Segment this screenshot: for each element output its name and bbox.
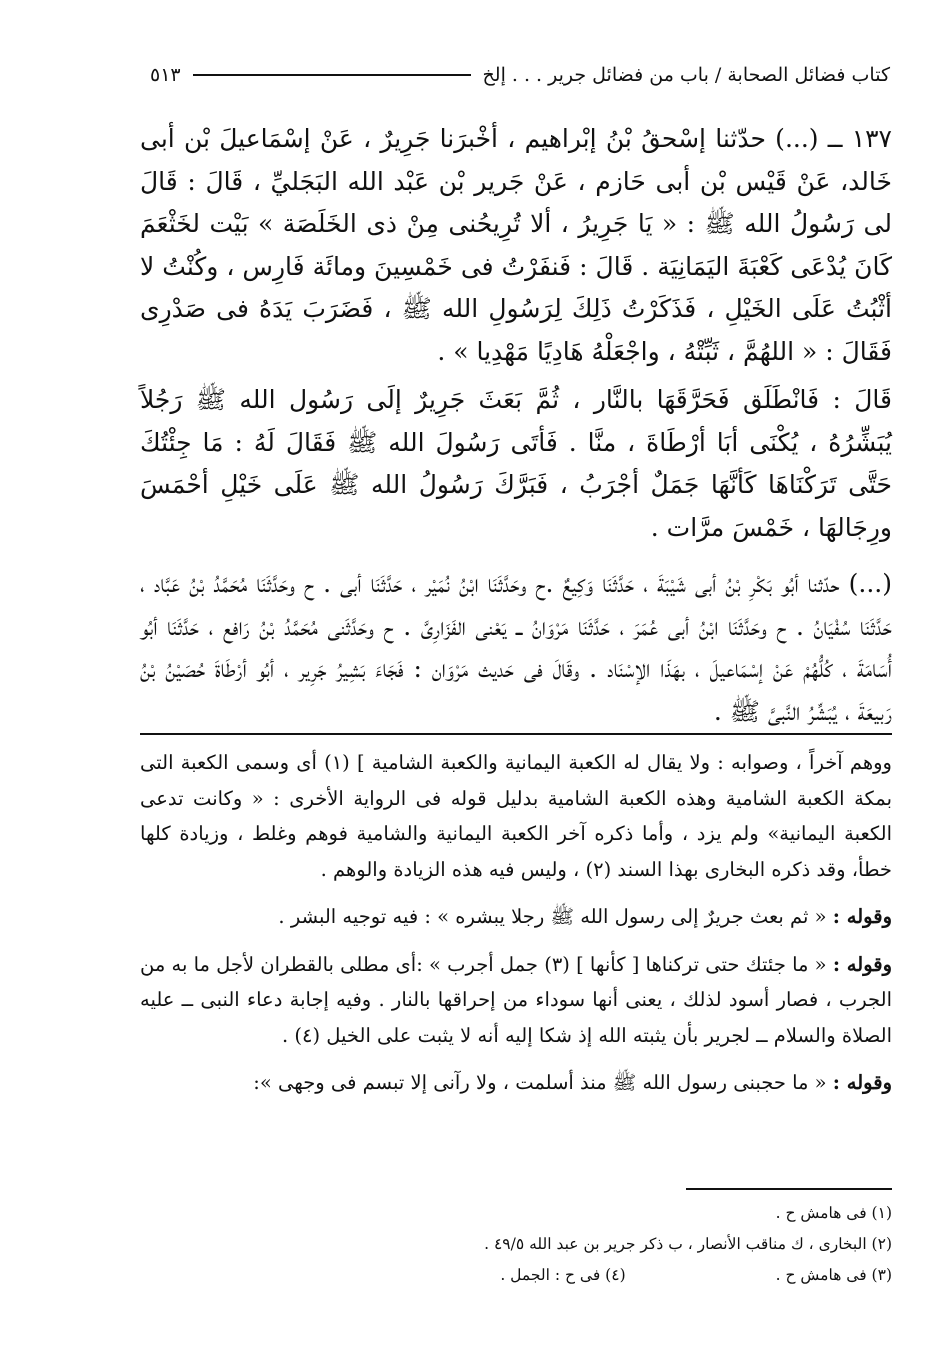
commentary-paragraph-1: ووهم آخراً ، وصوابه : ولا يقال له الكعبة اليمانية والكعبة الشامية ] (١) أى وسمى الكعبة التى بمكة الكعبة الشامية وهذه الكعبة الشامية بدليل قوله فى الرواية الأخرى : « وكانت تدعى الكعبة اليمانية» ولم يزد ، وأما ذكره آخر الكعبة اليمانية والشامية فوهم وغلط ، وزيادة كلها خطأ، وقد ذكره البخارى بهذا السند (٢) ، وليس فيه هذه الزيادة والوهم . xyxy=(140,751,892,881)
footnote-4: (٤) فى ح : الجمل . xyxy=(500,1266,626,1284)
commentary-text: « ثم بعث جريرٌ إلى رسول الله ﷺ رجلا يبشره » : فيه توجيه البشر . xyxy=(278,905,827,928)
commentary-lead: وقوله : xyxy=(832,905,892,928)
commentary-lead: وقوله : xyxy=(832,952,893,976)
footnote-1: (١) فى هامش ح . xyxy=(775,1204,892,1222)
main-text xyxy=(140,118,892,733)
hadith-137: ١٣٧ ــ (...) حدّثنا إسْحقُ بْنُ إبْراهيم ، أخْبرَنا جَرِيرٌ ، عَنْ إسْمَاعيلَ بْن أبى خَالد، عَنْ قَيْس بْن أبى حَازم ، عَنْ جَرير بْن عَبْد الله البَجَليِّ ، قَالَ : قَالَ لى رَسُولُ الله ﷺ : « يَا جَرِيرُ ، ألا تُرِيحُنى مِنْ ذى الخَلَصَة » بَيْت لخَثْعَمَ كَانَ يُدْعَى كَعْبَةَ اليَمَانِيَة . قَالَ : فَنفَرْتُ فى خَمْسِينَ ومائَة فَارِس ، وكُنْتُ لا أثْبُتُ عَلَى الخَيْلِ ، فَذَكَرْتُ ذَلِكَ لِرَسُولِ الله ﷺ ، فَضَرَبَ يَدَهُ فى صَدْرِى فَقَالَ : « اللهُمَّ ، ثَبِّتْهُ ، واجْعَلْهُ هَادِيًا مَهْدِيا » . xyxy=(140,124,892,366)
main-separator xyxy=(140,733,892,735)
header-rule xyxy=(193,74,471,76)
commentary-paragraph-3 xyxy=(140,947,892,1054)
page-number: ٥١٣ xyxy=(150,64,181,86)
commentary-paragraph-2 xyxy=(140,899,892,935)
commentary-text: « ما جئتك حتى تركناها [ كأنها ] (٣) جمل أجرب » :أى مطلى بالقطران لأجل ما به من الجرب ، فصار أسود لذلك ، يعنى أنها سوداء من إحراقها بالنار . وفيه إجابة دعاء النبى ــ عليه الصلاة والسلام ــ لجرير بأن يثبته الله إذ شكا إليه أنه لا يثبت على الخيل (٤) . xyxy=(140,952,892,1047)
commentary-paragraph-4 xyxy=(140,1065,892,1101)
commentary-text: « ما حجبنى رسول الله ﷺ منذ أسلمت ، ولا رآنى إلا تبسم فى وجهى »: xyxy=(253,1071,827,1094)
footnote-3: (٣) فى هامش ح . xyxy=(775,1266,892,1284)
commentary-lead: وقوله : xyxy=(832,1071,892,1094)
hadith-137-continuation: قَالَ : فَانْطَلَق فَحَرَّقَهَا بالنَّار ، ثُمَّ بَعَثَ جَرِيرٌ إلَى رَسُول الله ﷺ رَجُلاً يُبَشِّرُهُ ، يُكْنَى أبَا أرْطَاةَ ، منَّا . فَأتَى رَسُولَ الله ﷺ فَقَالَ لَهُ : مَا جِئْتُكَ حَتَّى تَرَكْنَاهَا كَأنَّهَا جَمَلٌ أجْرَبُ ، فَبَرَّكَ رَسُولُ الله ﷺ عَلَى خَيْلِ أحْمَسَ ورِجَالهَا ، خَمْسَ مرَّات . xyxy=(140,385,892,542)
isnad-paragraph: (...) حدّثنا أبُو بَكْرِ بْنُ أبى شَيْبَةَ ، حَدَّثَنَا وَكِيعٌ .ح وحَدَّثَنَا ابْنُ نُمَيْر ، حَدَّثَنَا أبى . ح وحَدَّثَنَا مُحَمَّدُ بْنُ عَبَّاد ، حَدَّثَنَا سُفْيَانُ . ح وحَدَّثَنَا ابْنُ أبى عُمَرَ ، حَدَّثَنَا مَرْوَانُ ــ يَعْنى الفَزَارِىَّ . ح وحَدَّثَنى مُحَمَّدُ بْنُ رَافع ، حَدَّثَنَا أبُو أُسَامَةَ ، كُلُّهُمْ عَنْ إسْمَاعيلَ ، بهَذَا الإسْنَاد . وقَالَ فى حَديث مَرْوَان : فَجَاءَ بَشِيرُ جَرِير ، أبُو أرْطَاةَ حُصَيْنُ بْنُ رَبيعَةَ ، يُبَشِّرُ النَّبىَّ ﷺ . xyxy=(140,569,892,726)
header-title: كتاب فضائل الصحابة / باب من فضائل جرير . . . إلخ xyxy=(482,64,890,86)
commentary xyxy=(140,745,892,1101)
footnote-separator xyxy=(686,1188,892,1190)
footnote-row xyxy=(140,1260,892,1291)
footnotes xyxy=(140,1198,892,1291)
running-header xyxy=(150,58,890,92)
footnote-2: (٢) البخارى ، ك مناقب الأنصار ، ب ذكر جرير بن عبد الله ٤٩/٥ . xyxy=(484,1235,892,1253)
